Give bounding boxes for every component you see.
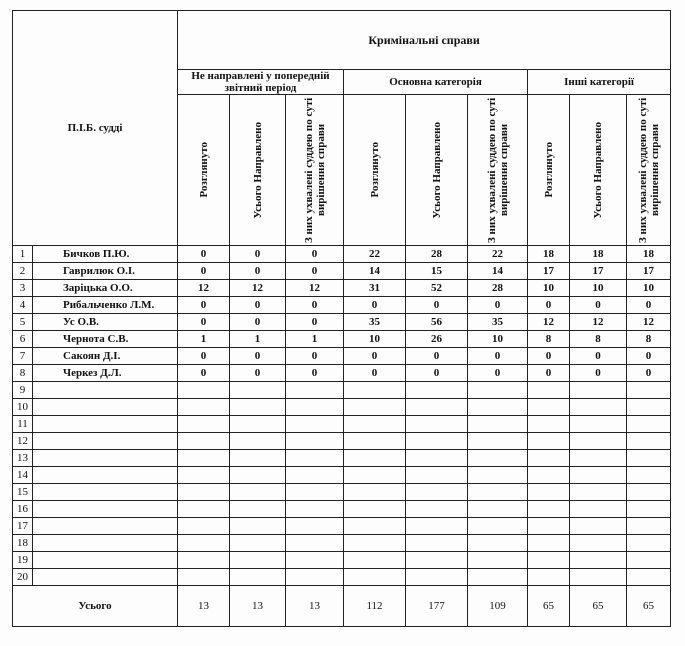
table-cell: [627, 535, 671, 552]
table-cell: [468, 569, 528, 586]
judge-name: [33, 450, 178, 467]
table-cell: [406, 467, 468, 484]
row-number: 5: [13, 314, 33, 331]
judge-name: [33, 416, 178, 433]
table-cell: 0: [627, 297, 671, 314]
table-cell: [178, 399, 230, 416]
column-header-label: Усього Направлено: [251, 121, 264, 219]
table-row: [13, 552, 671, 569]
table-cell: [344, 433, 406, 450]
judge-name: Заріцька О.О.: [33, 280, 178, 297]
table-cell: 0: [406, 297, 468, 314]
table-row: [13, 331, 671, 348]
column-header: [230, 95, 286, 246]
judge-name: [33, 399, 178, 416]
table-row: [13, 433, 671, 450]
table-cell: [178, 552, 230, 569]
table-row: [13, 399, 671, 416]
table-cell: 1: [178, 331, 230, 348]
table-cell: 0: [230, 348, 286, 365]
table-cell: 0: [406, 365, 468, 382]
table-cell: [406, 382, 468, 399]
table-cell: [468, 450, 528, 467]
table-cell: [528, 501, 570, 518]
table-cell: 22: [344, 246, 406, 263]
table-cell: [528, 467, 570, 484]
judge-name: Рибальченко Л.М.: [33, 297, 178, 314]
table-cell: [178, 535, 230, 552]
table-cell: 35: [468, 314, 528, 331]
table-cell: [286, 552, 344, 569]
table-cell: 0: [468, 365, 528, 382]
table-cell: [178, 501, 230, 518]
table-cell: [468, 484, 528, 501]
table-cell: [178, 433, 230, 450]
table-cell: [344, 416, 406, 433]
table-cell: [344, 484, 406, 501]
table-row: [13, 450, 671, 467]
table-cell: [178, 467, 230, 484]
row-number: 6: [13, 331, 33, 348]
judge-name: Сакоян Д.І.: [33, 348, 178, 365]
table-cell: [570, 569, 627, 586]
table-cell: 8: [570, 331, 627, 348]
table-cell: [344, 518, 406, 535]
table-cell: 0: [468, 348, 528, 365]
column-header: [286, 95, 344, 246]
table-cell: [230, 399, 286, 416]
criminal-cases-title: Кримінальні справи: [178, 11, 671, 70]
table-cell: [230, 433, 286, 450]
table-cell: 12: [178, 280, 230, 297]
table-cell: 0: [230, 314, 286, 331]
table-cell: 35: [344, 314, 406, 331]
judge-name: [33, 569, 178, 586]
table-cell: [468, 399, 528, 416]
table-cell: [406, 433, 468, 450]
judge-name: [33, 501, 178, 518]
table-cell: 56: [406, 314, 468, 331]
table-cell: [178, 382, 230, 399]
table-cell: [230, 382, 286, 399]
table-cell: 28: [406, 246, 468, 263]
table-cell: 0: [230, 297, 286, 314]
table-cell: 0: [528, 365, 570, 382]
table-cell: 17: [528, 263, 570, 280]
table-cell: [468, 501, 528, 518]
table-cell: 0: [230, 263, 286, 280]
table-cell: [230, 569, 286, 586]
table-cell: [286, 450, 344, 467]
table-cell: [528, 535, 570, 552]
table-cell: 12: [286, 280, 344, 297]
table-cell: [528, 382, 570, 399]
table-row: [13, 280, 671, 297]
table-cell: 10: [627, 280, 671, 297]
table-cell: 0: [627, 348, 671, 365]
table-cell: [627, 518, 671, 535]
table-cell: [570, 382, 627, 399]
judge-name: Бичков П.Ю.: [33, 246, 178, 263]
table-cell: [178, 518, 230, 535]
table-cell: [178, 569, 230, 586]
table-cell: 18: [528, 246, 570, 263]
judge-name: Черкез Д.Л.: [33, 365, 178, 382]
total-cell: 177: [406, 586, 468, 627]
row-number: 16: [13, 501, 33, 518]
table-cell: [570, 467, 627, 484]
group-header: Не направлені у попередній звітний період: [178, 70, 344, 95]
column-header-label: Розглянуто: [542, 142, 555, 198]
column-header-label: З них ухвалені суддею по суті вирішення справи: [302, 97, 327, 243]
table-cell: 0: [468, 297, 528, 314]
table-cell: [406, 450, 468, 467]
table-row: [13, 382, 671, 399]
table-cell: 0: [570, 297, 627, 314]
table-cell: [286, 433, 344, 450]
row-number: 3: [13, 280, 33, 297]
table-cell: [344, 501, 406, 518]
total-cell: 65: [528, 586, 570, 627]
table-cell: 10: [528, 280, 570, 297]
table-cell: 0: [570, 365, 627, 382]
table-row: [13, 246, 671, 263]
table-cell: [528, 484, 570, 501]
row-number: 13: [13, 450, 33, 467]
row-number: 17: [13, 518, 33, 535]
table-cell: 0: [528, 348, 570, 365]
table-cell: [178, 450, 230, 467]
column-header: [406, 95, 468, 246]
row-number: 10: [13, 399, 33, 416]
row-number: 12: [13, 433, 33, 450]
table-cell: [528, 433, 570, 450]
judge-name: Ус О.В.: [33, 314, 178, 331]
column-header: [468, 95, 528, 246]
table-cell: [570, 416, 627, 433]
table-cell: [570, 518, 627, 535]
table-cell: 12: [570, 314, 627, 331]
column-header-label: Розглянуто: [197, 142, 210, 198]
table-cell: 0: [230, 365, 286, 382]
table-cell: [286, 569, 344, 586]
table-cell: 22: [468, 246, 528, 263]
table-cell: [406, 484, 468, 501]
judge-name: [33, 433, 178, 450]
table-cell: [344, 535, 406, 552]
table-cell: 17: [627, 263, 671, 280]
table-cell: [344, 467, 406, 484]
table-cell: [286, 518, 344, 535]
judge-name: Гаврилюк О.І.: [33, 263, 178, 280]
table-cell: [627, 569, 671, 586]
table-row: [13, 501, 671, 518]
total-cell: 109: [468, 586, 528, 627]
table-cell: [230, 535, 286, 552]
table-row: [13, 314, 671, 331]
table-cell: [406, 501, 468, 518]
table-cell: [528, 518, 570, 535]
table-cell: 14: [468, 263, 528, 280]
table-cell: 0: [406, 348, 468, 365]
judge-name: [33, 552, 178, 569]
table-cell: [344, 382, 406, 399]
column-header-label: Усього Направлено: [592, 121, 604, 219]
table-cell: 0: [286, 263, 344, 280]
table-cell: 26: [406, 331, 468, 348]
table-cell: [528, 399, 570, 416]
table-cell: [406, 399, 468, 416]
table-cell: [627, 467, 671, 484]
table-cell: [627, 416, 671, 433]
table-cell: 18: [627, 246, 671, 263]
table-cell: 0: [178, 365, 230, 382]
table-cell: 28: [468, 280, 528, 297]
total-cell: 65: [570, 586, 627, 627]
table-row: [13, 263, 671, 280]
table-row: [13, 297, 671, 314]
table-cell: [570, 433, 627, 450]
table-cell: 0: [178, 246, 230, 263]
row-number: 14: [13, 467, 33, 484]
table-row: [13, 535, 671, 552]
table-cell: 0: [528, 297, 570, 314]
table-cell: 10: [570, 280, 627, 297]
total-cell: 112: [344, 586, 406, 627]
table-cell: 14: [344, 263, 406, 280]
table-cell: [468, 467, 528, 484]
table-cell: [627, 382, 671, 399]
table-cell: [230, 501, 286, 518]
judge-name: [33, 518, 178, 535]
judge-name: [33, 382, 178, 399]
table-cell: [570, 399, 627, 416]
table-cell: 0: [178, 348, 230, 365]
table-cell: 18: [570, 246, 627, 263]
table-cell: [286, 416, 344, 433]
table-cell: [178, 416, 230, 433]
table-cell: [627, 552, 671, 569]
column-header: [528, 95, 570, 246]
table-row: [13, 484, 671, 501]
table-cell: [468, 518, 528, 535]
column-header-label: З них ухвалені суддею по суті вирішення справи: [485, 97, 510, 243]
table-cell: 1: [286, 331, 344, 348]
table-cell: [627, 450, 671, 467]
table-cell: 0: [178, 263, 230, 280]
table-cell: 0: [627, 365, 671, 382]
table-cell: [286, 467, 344, 484]
table-cell: 8: [627, 331, 671, 348]
table-cell: [230, 416, 286, 433]
table-cell: [406, 535, 468, 552]
table-cell: [344, 552, 406, 569]
table-cell: 0: [286, 348, 344, 365]
table-cell: 0: [344, 365, 406, 382]
table-cell: 12: [230, 280, 286, 297]
table-row: [13, 416, 671, 433]
column-header-label: Усього Направлено: [430, 121, 443, 219]
table-cell: [528, 416, 570, 433]
table-cell: [570, 484, 627, 501]
table-row: [13, 348, 671, 365]
table-cell: [286, 382, 344, 399]
table-cell: 0: [230, 246, 286, 263]
table-cell: [406, 569, 468, 586]
table-cell: [178, 484, 230, 501]
table-cell: [230, 467, 286, 484]
table-cell: [230, 552, 286, 569]
table-cell: 0: [344, 348, 406, 365]
table-cell: 1: [230, 331, 286, 348]
table-cell: [286, 399, 344, 416]
table-cell: [627, 501, 671, 518]
table-cell: [230, 450, 286, 467]
table-cell: [286, 484, 344, 501]
judge-name: Чернота С.В.: [33, 331, 178, 348]
table-cell: [344, 399, 406, 416]
report-page: [12, 10, 670, 636]
table-cell: 8: [528, 331, 570, 348]
table-cell: [406, 518, 468, 535]
row-number: 18: [13, 535, 33, 552]
criminal-cases-table: [12, 10, 671, 627]
table-cell: 0: [286, 246, 344, 263]
table-cell: 0: [344, 297, 406, 314]
column-header: [344, 95, 406, 246]
table-cell: [230, 484, 286, 501]
judge-name: [33, 535, 178, 552]
column-header: [627, 95, 671, 246]
table-cell: 0: [286, 314, 344, 331]
total-label: Усього: [13, 586, 178, 627]
table-cell: [468, 552, 528, 569]
row-number: 8: [13, 365, 33, 382]
row-number: 2: [13, 263, 33, 280]
group-header: Інші категорії: [528, 70, 671, 95]
table-row: [13, 365, 671, 382]
table-cell: [627, 399, 671, 416]
table-row: [13, 518, 671, 535]
row-number: 9: [13, 382, 33, 399]
table-row: [13, 569, 671, 586]
table-cell: [230, 518, 286, 535]
table-cell: 0: [286, 365, 344, 382]
table-cell: 0: [178, 314, 230, 331]
group-header: Основна категорія: [344, 70, 528, 95]
table-cell: [528, 552, 570, 569]
table-cell: 10: [468, 331, 528, 348]
table-cell: [406, 552, 468, 569]
table-cell: 0: [570, 348, 627, 365]
table-cell: [627, 433, 671, 450]
column-header-label: З них ухвалені суддею по суті вирішення справи: [636, 97, 661, 243]
table-cell: 15: [406, 263, 468, 280]
table-cell: 31: [344, 280, 406, 297]
table-row: [13, 467, 671, 484]
table-cell: [344, 450, 406, 467]
row-number: 7: [13, 348, 33, 365]
table-cell: 0: [286, 297, 344, 314]
table-cell: [468, 416, 528, 433]
total-cell: 65: [627, 586, 671, 627]
table-cell: [286, 501, 344, 518]
table-cell: [344, 569, 406, 586]
table-cell: [570, 501, 627, 518]
table-cell: [468, 433, 528, 450]
judge-name-header: П.І.Б. судді: [13, 11, 178, 246]
table-cell: [570, 552, 627, 569]
row-number: 4: [13, 297, 33, 314]
total-cell: 13: [230, 586, 286, 627]
table-cell: [570, 450, 627, 467]
table-cell: 17: [570, 263, 627, 280]
row-number: 19: [13, 552, 33, 569]
row-number: 15: [13, 484, 33, 501]
judge-name: [33, 467, 178, 484]
total-cell: 13: [286, 586, 344, 627]
total-cell: 13: [178, 586, 230, 627]
table-cell: 12: [627, 314, 671, 331]
table-cell: 0: [178, 297, 230, 314]
table-cell: [570, 535, 627, 552]
table-cell: 10: [344, 331, 406, 348]
table-cell: [528, 569, 570, 586]
table-cell: [627, 484, 671, 501]
table-cell: [528, 450, 570, 467]
table-cell: [406, 416, 468, 433]
column-header: [178, 95, 230, 246]
table-cell: 12: [528, 314, 570, 331]
row-number: 20: [13, 569, 33, 586]
column-header-label: Розглянуто: [368, 142, 381, 198]
column-header: [570, 95, 627, 246]
table-cell: [286, 535, 344, 552]
judge-name: [33, 484, 178, 501]
table-cell: 52: [406, 280, 468, 297]
table-cell: [468, 382, 528, 399]
row-number: 11: [13, 416, 33, 433]
row-number: 1: [13, 246, 33, 263]
table-cell: [468, 535, 528, 552]
